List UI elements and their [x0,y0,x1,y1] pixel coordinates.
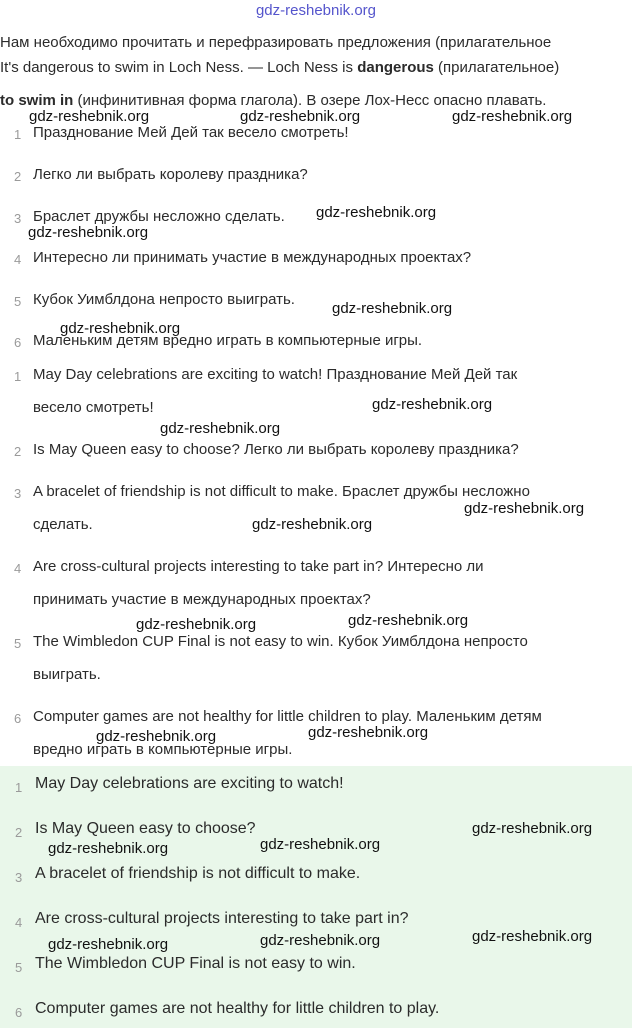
watermark: gdz-reshebnik.org [160,420,281,437]
watermark: gdz-reshebnik.org [308,724,429,741]
watermark: gdz-reshebnik.org [316,204,437,221]
ru-item-4-num: 4 [14,252,22,267]
en-item-5-line1: The Wimbledon CUP Final is not easy to win. Кубок Уимблдона непросто [33,633,528,650]
answer-1-num: 1 [15,780,23,795]
answer-5-text: The Wimbledon CUP Final is not easy to win. [35,955,356,972]
ru-item-5-text: Кубок Уимблдона непросто выиграть. [33,291,295,308]
answer-4-text: Are cross-cultural projects interesting to take part in? [35,910,409,927]
watermark: gdz-reshebnik.org [48,936,169,953]
ru-item-5-num: 5 [14,294,22,309]
answer-3-text: A bracelet of friendship is not difficult to make. [35,865,361,882]
ru-item-1-num: 1 [14,127,22,142]
answer-6-num: 6 [15,1005,23,1020]
answer-5-num: 5 [15,960,23,975]
site-header[interactable]: gdz-reshebnik.org [255,2,377,19]
answer-box [0,766,632,1028]
intro-line-3 [0,92,546,109]
watermark: gdz-reshebnik.org [136,616,257,633]
ru-item-1-text: Празднование Мей Дей так весело смотреть! [33,124,349,141]
en-item-6-line2: вредно играть в компьютерные игры. [33,741,293,758]
en-item-4-line2: принимать участие в международных проектах? [33,591,371,608]
en-item-4-num: 4 [14,561,22,576]
answer-1-text: May Day celebrations are exciting to watch! [35,775,344,792]
en-item-5-line2: выиграть. [33,666,101,683]
watermark: gdz-reshebnik.org [260,932,381,949]
answer-3-num: 3 [15,870,23,885]
watermark: gdz-reshebnik.org [472,928,593,945]
watermark: gdz-reshebnik.org [252,516,373,533]
ru-item-4-text: Интересно ли принимать участие в международных проектах? [33,249,472,266]
ru-item-6-text: Маленьким детям вредно играть в компьютерные игры. [33,332,423,349]
watermark: gdz-reshebnik.org [96,728,217,745]
watermark: gdz-reshebnik.org [348,612,469,629]
intro-translation: (инфинитивная форма глагола). В озере Лох-Несс опасно плавать. [73,92,547,109]
en-item-4-line1: Are cross-cultural projects interesting to take part in? Интересно ли [33,558,484,575]
answer-2-num: 2 [15,825,23,840]
ru-item-3-text: Браслет дружбы несложно сделать. [33,208,285,225]
intro-example: It's dangerous to swim in Loch Ness. — Loch Ness is [0,59,358,76]
en-item-5-num: 5 [14,636,22,651]
watermark: gdz-reshebnik.org [240,108,361,125]
watermark: gdz-reshebnik.org [29,108,150,125]
watermark: gdz-reshebnik.org [28,224,149,241]
en-item-6-num: 6 [14,711,22,726]
answer-2-text: Is May Queen easy to choose? [35,820,256,837]
en-item-1-line1: May Day celebrations are exciting to watch! Празднование Мей Дей так [33,366,518,383]
en-item-3-num: 3 [14,486,22,501]
en-item-3-line1: A bracelet of friendship is not difficult to make. Браслет дружбы несложно [33,483,530,500]
answer-6-text: Computer games are not healthy for little children to play. [35,1000,440,1017]
watermark: gdz-reshebnik.org [332,300,453,317]
ru-item-2-text: Легко ли выбрать королеву праздника? [33,166,308,183]
watermark: gdz-reshebnik.org [260,836,381,853]
watermark: gdz-reshebnik.org [464,500,585,517]
en-item-1-line2: весело смотреть! [33,399,154,416]
en-item-2-num: 2 [14,444,22,459]
intro-adjective-note: (прилагательное) [433,59,560,76]
intro-line-1: Нам необходимо прочитать и перефразировать предложения (прилагательное [0,34,552,51]
en-item-1-num: 1 [14,369,22,384]
watermark: gdz-reshebnik.org [472,820,593,837]
intro-infinitive: to swim in [0,92,74,109]
watermark: gdz-reshebnik.org [48,840,169,857]
en-item-6-line1: Computer games are not healthy for little children to play. Маленьким детям [33,708,542,725]
intro-adjective: dangerous [357,59,434,76]
en-item-3-line2: сделать. [33,516,93,533]
watermark: gdz-reshebnik.org [60,320,181,337]
answer-4-num: 4 [15,915,23,930]
en-item-2-line1: Is May Queen easy to choose? Легко ли выбрать королеву праздника? [33,441,519,458]
ru-item-3-num: 3 [14,211,22,226]
ru-item-6-num: 6 [14,335,22,350]
ru-item-2-num: 2 [14,169,22,184]
intro-line-2 [0,59,559,76]
watermark: gdz-reshebnik.org [372,396,493,413]
watermark: gdz-reshebnik.org [452,108,573,125]
